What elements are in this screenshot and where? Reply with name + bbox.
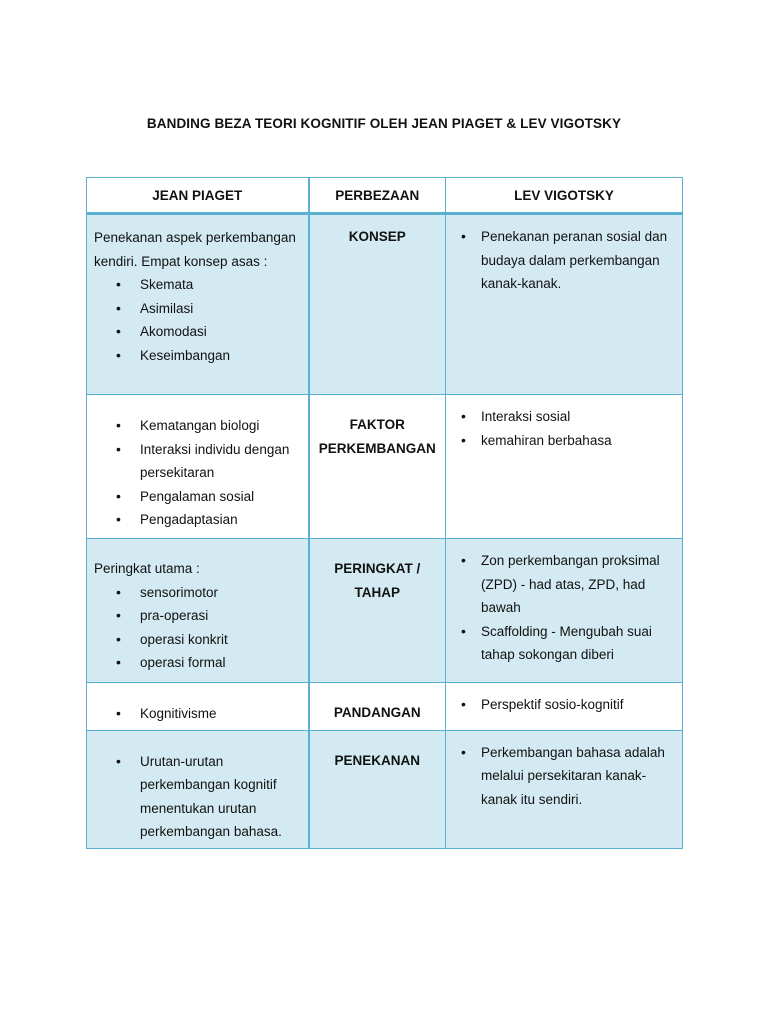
vigotsky-cell [446, 730, 683, 848]
aspect-cell [309, 683, 446, 731]
piaget-list [94, 414, 300, 532]
list-item: • kemahiran berbahasa [453, 429, 674, 453]
list-item: • Pengadaptasian [94, 508, 300, 532]
aspect-cell [309, 214, 446, 395]
vigotsky-list [453, 741, 674, 812]
piaget-cell [87, 730, 309, 848]
row-konsep [87, 214, 683, 395]
row-pandangan [87, 683, 683, 731]
vigotsky-cell [446, 539, 683, 683]
vigotsky-list [453, 693, 674, 717]
header-jean-piaget: JEAN PIAGET [87, 178, 309, 214]
piaget-cell [87, 539, 309, 683]
vigotsky-cell [446, 683, 683, 731]
list-item: • Interaksi sosial [453, 405, 674, 429]
list-item: • Perspektif sosio-kognitif [453, 693, 674, 717]
aspect-cell [309, 730, 446, 848]
list-item: • Scaffolding - Mengubah suai tahap sokongan diberi [453, 620, 674, 667]
piaget-cell [87, 683, 309, 731]
list-item: • Kematangan biologi [94, 414, 300, 438]
list-item: • operasi konkrit [94, 628, 300, 652]
aspect-label: PENEKANAN [334, 752, 420, 768]
list-item: • Asimilasi [94, 297, 300, 321]
list-item: • sensorimotor [94, 581, 300, 605]
list-item: • Akomodasi [94, 320, 300, 344]
aspect-cell [309, 395, 446, 539]
row-peringkat-tahap [87, 539, 683, 683]
piaget-cell [87, 395, 309, 539]
piaget-list [94, 750, 300, 844]
list-item: • operasi formal [94, 651, 300, 675]
list-item: • Zon perkembangan proksimal (ZPD) - had atas, ZPD, had bawah [453, 549, 674, 620]
piaget-intro: Penekanan aspek perkembangan kendiri. Empat konsep asas : [94, 230, 296, 269]
header-perbezaan: PERBEZAAN [309, 178, 446, 214]
aspect-cell [309, 539, 446, 683]
vigotsky-list [453, 549, 674, 667]
vigotsky-cell [446, 395, 683, 539]
list-item: • Kognitivisme [94, 702, 300, 726]
comparison-table [86, 177, 683, 849]
list-item: • Penekanan peranan sosial dan budaya dalam perkembangan kanak-kanak. [453, 225, 674, 296]
list-item: • Keseimbangan [94, 344, 300, 368]
vigotsky-list [453, 225, 674, 296]
aspect-label: FAKTOR PERKEMBANGAN [318, 417, 436, 456]
header-lev-vigotsky: LEV VIGOTSKY [446, 178, 683, 214]
piaget-list [94, 581, 300, 675]
list-item: • pra-operasi [94, 604, 300, 628]
piaget-list [94, 273, 300, 367]
document-title: BANDING BEZA TEORI KOGNITIF OLEH JEAN PIAGET & LEV VIGOTSKY [146, 116, 622, 131]
list-item: • Pengalaman sosial [94, 485, 300, 509]
vigotsky-cell [446, 214, 683, 395]
piaget-intro: Peringkat utama : [94, 561, 200, 576]
list-item: • Urutan-urutan perkembangan kognitif menentukan urutan perkembangan bahasa. [94, 750, 300, 844]
aspect-label: PANDANGAN [333, 705, 421, 720]
aspect-label: KONSEP [348, 229, 406, 244]
row-penekanan [87, 730, 683, 848]
piaget-list [94, 702, 300, 726]
row-faktor-perkembangan [87, 395, 683, 539]
vigotsky-list [453, 405, 674, 452]
list-item: • Perkembangan bahasa adalah melalui persekitaran kanak-kanak itu sendiri. [453, 741, 674, 812]
aspect-label: PERINGKAT / TAHAP [334, 561, 421, 600]
piaget-cell [87, 214, 309, 395]
list-item: • Interaksi individu dengan persekitaran [94, 438, 300, 485]
table-header-row [87, 178, 683, 214]
list-item: • Skemata [94, 273, 300, 297]
